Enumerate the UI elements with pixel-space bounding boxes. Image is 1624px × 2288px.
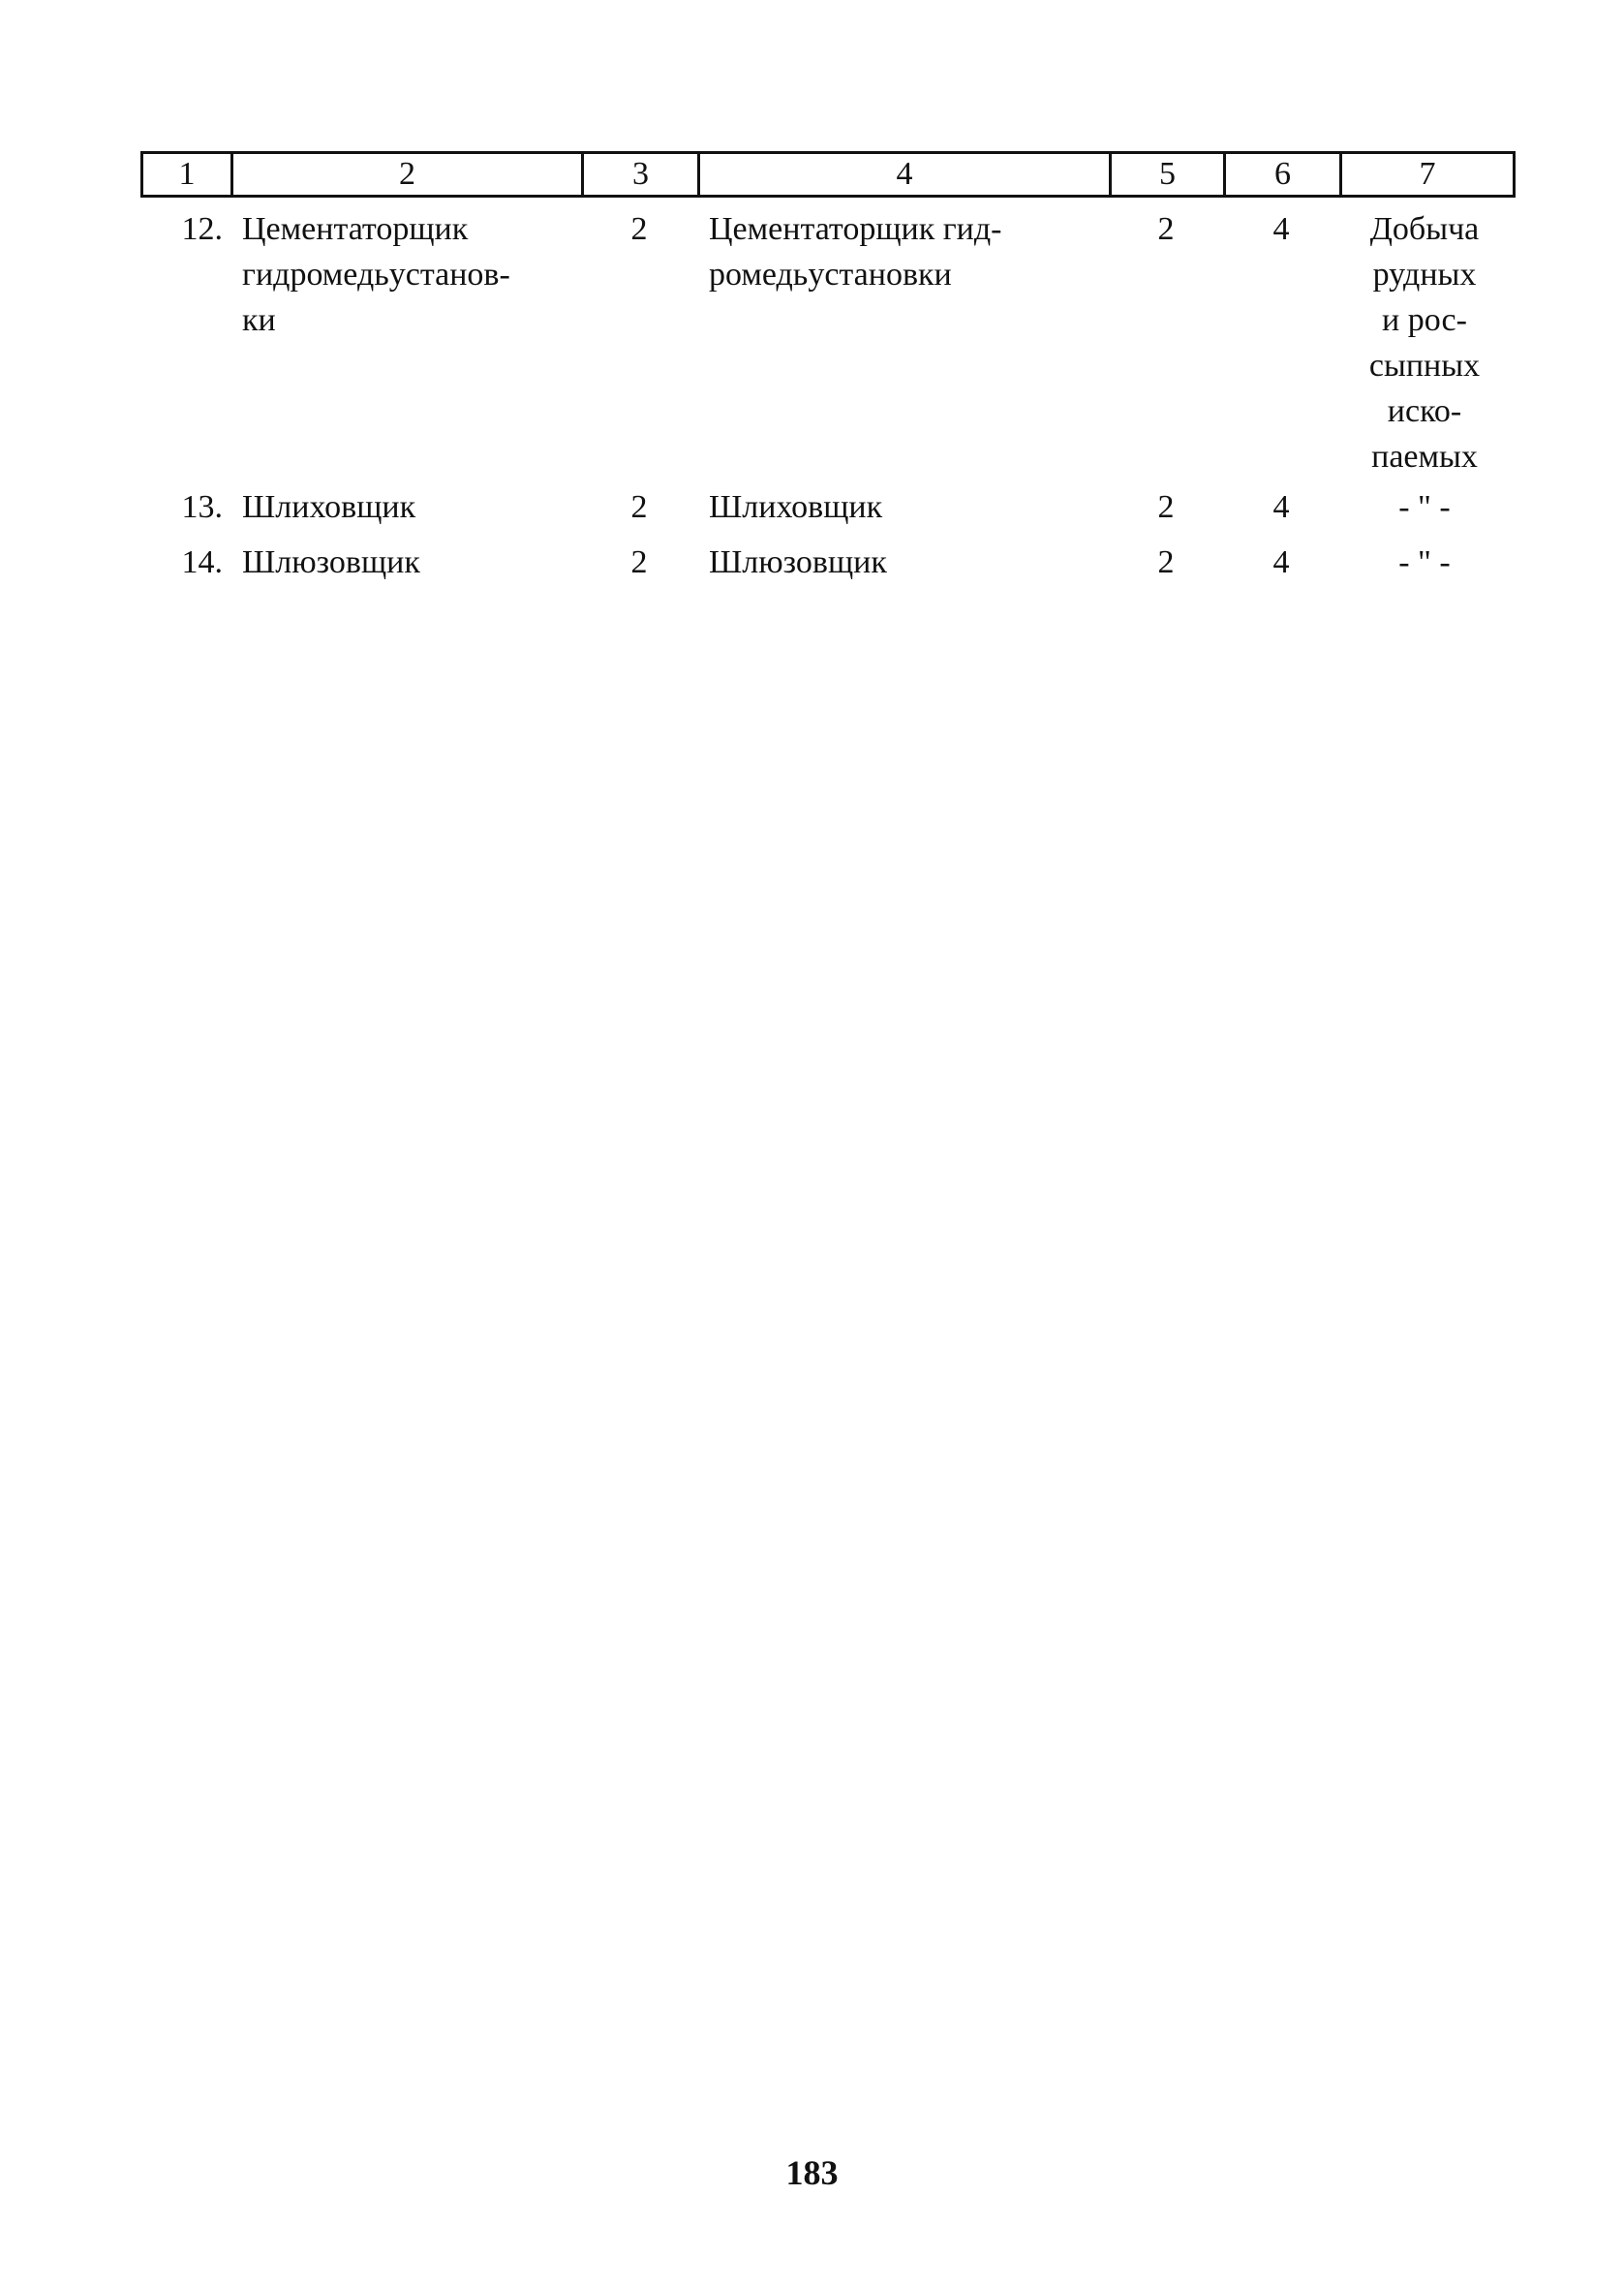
row-number: 14. — [181, 544, 223, 580]
grade-cell: 2 — [630, 489, 648, 525]
section-cell: - " - — [1398, 544, 1451, 580]
row-number: 13. — [181, 489, 223, 525]
section-cell: - " - — [1398, 489, 1451, 525]
column-number-6: 6 — [1226, 154, 1342, 195]
table-row — [140, 540, 1516, 585]
section-cell: Добыча рудных и рос- сыпных иско- паемых — [1368, 211, 1481, 475]
row-number: 12. — [181, 211, 223, 247]
column-number-4: 4 — [700, 154, 1112, 195]
grade-from-cell: 2 — [1157, 489, 1175, 525]
grade-from-cell: 2 — [1157, 211, 1175, 247]
table-row — [140, 206, 1516, 479]
grade-cell: 2 — [630, 544, 648, 580]
profession-cell: Шлиховщик — [242, 489, 416, 525]
column-number-5: 5 — [1112, 154, 1226, 195]
grade-to-cell: 4 — [1272, 489, 1290, 525]
column-number-2: 2 — [233, 154, 584, 195]
grade-from-cell: 2 — [1157, 544, 1175, 580]
grade-to-cell: 4 — [1272, 544, 1290, 580]
grade-to-cell: 4 — [1272, 211, 1290, 247]
page-number: 183 — [785, 2153, 839, 2192]
profession-cell: Цементаторщик гидромедьустанов- ки — [242, 211, 510, 338]
grade-cell: 2 — [630, 211, 648, 247]
column-number-7: 7 — [1419, 156, 1436, 192]
new-profession-cell: Шлиховщик — [709, 489, 883, 525]
column-number-3: 3 — [584, 154, 700, 195]
table-row — [140, 484, 1516, 530]
table-header-row — [140, 151, 1516, 198]
new-profession-cell: Цементаторщик гид- ромедьустановки — [709, 211, 1002, 293]
profession-cell: Шлюзовщик — [242, 544, 420, 580]
new-profession-cell: Шлюзовщик — [709, 544, 887, 580]
column-number-1: 1 — [143, 154, 233, 195]
